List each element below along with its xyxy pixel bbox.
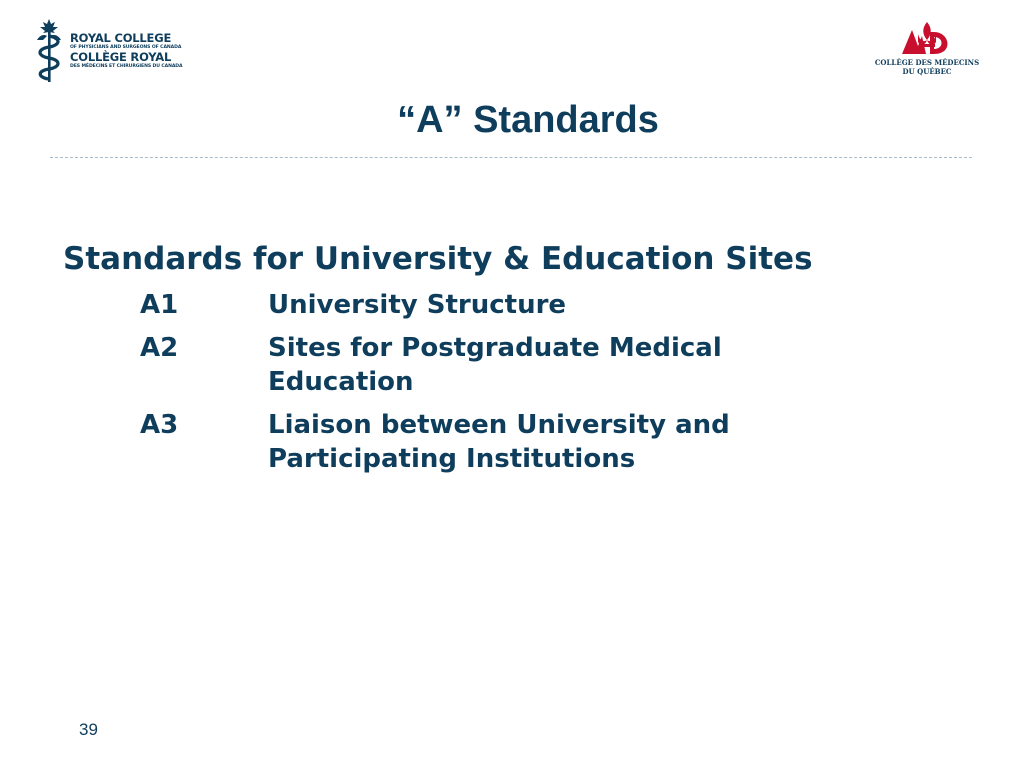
standard-text: Sites for Postgraduate Medical Education [268, 333, 722, 397]
standard-text: University Structure [268, 290, 567, 320]
college-royal-subtitle: DES MÉDECINS ET CHIRURGIENS DU CANADA [70, 64, 183, 69]
page-number: 39 [79, 720, 98, 739]
cmq-logo [864, 20, 990, 82]
royal-college-subtitle: OF PHYSICIANS AND SURGEONS OF CANADA [70, 45, 182, 50]
college-royal-name: COLLÈGE ROYAL [70, 50, 172, 64]
royal-college-logo [34, 18, 194, 84]
section-heading: Standards for University & Education Sites [63, 241, 813, 277]
cmq-name-line1: COLLÈGE DES MÉDECINS [874, 58, 980, 67]
standard-text: Liaison between University and Participating Institutions [268, 410, 730, 474]
caduceus-maple-icon [34, 18, 64, 84]
royal-college-name: ROYAL COLLEGE [70, 31, 172, 45]
standard-code: A1 [140, 290, 179, 320]
slide-title: “A” Standards [397, 99, 659, 141]
cmq-fleur-de-lis-icon [900, 20, 954, 58]
title-divider [50, 157, 972, 158]
cmq-name-line2: DU QUÉBEC [902, 67, 952, 76]
standard-code: A3 [140, 410, 179, 440]
standard-code: A2 [140, 333, 179, 363]
